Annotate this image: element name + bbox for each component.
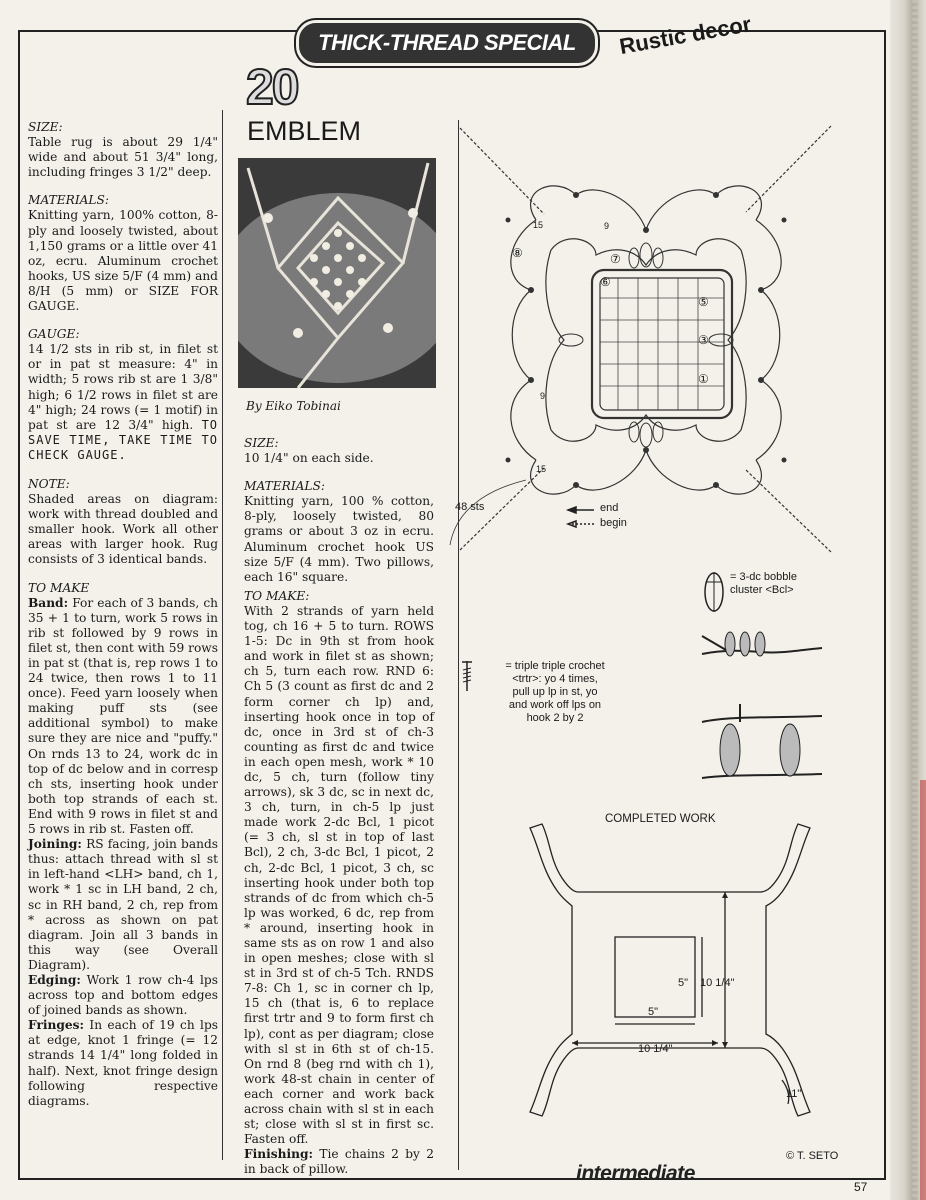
page-number: 57 xyxy=(854,1180,868,1194)
bobble-symbol-icon xyxy=(702,570,726,614)
trtr-line-3: pull up lp in st, yo xyxy=(512,686,598,698)
size-text: Table rug is about 29 1/4" wide and about 51 3/4" long, including fringes 3 1/2" deep. xyxy=(28,135,218,180)
dim-11in: 11" xyxy=(786,1088,802,1100)
diagram-credit: © T. SETO xyxy=(786,1150,839,1162)
begin-label: begin xyxy=(600,517,627,529)
materials-text: Knitting yarn, 100% cotton, 8-ply and loosely twisted, about 1,150 grams or a little over 41 oz, ecru. Aluminum crochet hooks, US size 5/F (4 mm) and 8/H (5 mm) or SIZE FOR GAUGE. xyxy=(28,208,218,314)
edging-text: Work 1 row ch-4 lps across top and bottom edges of joined bands as shown. xyxy=(28,972,218,1018)
edging-label: Edging: xyxy=(28,972,81,987)
finishing-text: Tie chains 2 by 2 in back of pillow. xyxy=(244,1147,435,1177)
byline: By Eiko Tobinai xyxy=(246,399,341,413)
fringes-label: Fringes: xyxy=(28,1018,84,1033)
crochet-chart-diagram xyxy=(446,120,846,560)
note-text: Shaded areas on diagram: work with thread doubled and smaller hook. Work all other areas with larger hook. Rug consists of 3 identical bands. xyxy=(28,492,218,567)
dim-10-1-4in-vertical: 10 1/4" xyxy=(700,977,735,989)
rnd-15-label-bottom: 15 xyxy=(536,464,547,474)
pillow-materials-text: Knitting yarn, 100 % cotton, 8-ply, loosely twisted, 80 grams or about 3 oz in ecru. Aluminum crochet hook US size 5/F (4 mm). Two pillows, each 16" square. xyxy=(244,494,434,584)
pillow-to-make-heading: TO MAKE: xyxy=(244,588,310,603)
dim-5in-vertical: 5" xyxy=(678,977,689,989)
dim-5in-horizontal: 5" xyxy=(648,1006,659,1018)
rnd-8-label: ⑧ xyxy=(512,246,523,260)
band-label: Band: xyxy=(28,595,69,610)
rnd-7-label: ⑦ xyxy=(610,252,621,266)
size-heading: SIZE: xyxy=(28,120,63,134)
section-banner xyxy=(296,20,598,66)
note-heading: NOTE: xyxy=(28,476,70,491)
bobble-legend-text: = 3-dc bobble cluster <Bcl> xyxy=(730,571,797,596)
rnd-15-label-top: 15 xyxy=(533,220,544,230)
rnd-6-label: ⑥ xyxy=(600,275,611,289)
trtr-legend xyxy=(480,660,630,725)
trtr-line-4: and work off lps on xyxy=(508,699,602,711)
rnd-9-label-top: 9 xyxy=(604,221,610,231)
trtr-line-5: hook 2 by 2 xyxy=(526,712,584,724)
rnd-9-label-bottom: 9 xyxy=(540,391,546,401)
chain-48-sts-label: 48 sts xyxy=(455,501,485,513)
row-3-label: ③ xyxy=(698,333,709,347)
finishing-label: Finishing: xyxy=(244,1147,314,1162)
trtr-line-1: = triple triple crochet xyxy=(505,660,605,672)
banner-text: THICK-THREAD SPECIAL xyxy=(318,30,576,55)
band-text: For each of 3 bands, ch 35 + 1 to turn, work 5 rows in rib st followed by 9 rows in filet st, then cont with 59 rows in pat st (that is, rep rows 1 to 24 twice, then rows 1 to 11 once). Feed yarn loosely when making puff sts (see additional symbol) to make sure they are nice and "puffy." On rnds 13 to 24, work dc in top of dc below and in corresp ch sts, inserting hook under both top strands of each st. End with 9 rows in filet st and 5 rows in rib st. Fasten off. xyxy=(28,595,219,837)
pillow-photo xyxy=(238,158,436,388)
row-1-label: ① xyxy=(698,372,709,386)
fringes-text: In each of 19 ch lps at edge, knot 1 fringe (= 12 strands 14 1/4" long folded in half). Next, knot fringe design following respective diagrams. xyxy=(28,1018,218,1108)
gauge-caps-text: TO SAVE TIME, TAKE TIME TO CHECK GAUGE. xyxy=(28,417,219,462)
pillow-size-heading: SIZE: xyxy=(244,436,279,450)
row-5-label: ⑤ xyxy=(698,295,709,309)
gauge-text: 14 1/2 sts in rib st, in filet st or in pat st measure: 4" in width; 5 rows rib st are 1 3/8" high; 6 1/2 rows in filet st are 4" high; 24 rows (= 1 motif) in pat st are 12 3/4" high. xyxy=(28,342,218,432)
column-divider-left xyxy=(222,110,223,1160)
pillow-materials-heading: MATERIALS: xyxy=(244,479,325,494)
pillow-size-text: 10 1/4" on each side. xyxy=(244,451,374,466)
rustic-decor-label: Rustic decor xyxy=(617,11,754,60)
joining-text: RS facing, join bands thus: attach thread with sl st in left-hand <LH> band, ch 1, work * 1 sc in LH band, 2 ch, sc in RH band, 2 ch, rep from * across as shown on pat diagram. Join all 3 bands in this way (see Overall Diagram). xyxy=(28,837,219,972)
binding-stripe xyxy=(920,780,926,1200)
pattern-number: 20 xyxy=(246,59,298,115)
to-make-heading: TO MAKE xyxy=(28,580,90,595)
end-label: end xyxy=(600,502,619,514)
trtr-line-2: <trtr>: yo 4 times, xyxy=(512,673,598,685)
joining-label: Joining: xyxy=(28,837,82,852)
gauge-heading: GAUGE: xyxy=(28,327,80,342)
bobble-illustration-2 xyxy=(700,702,824,786)
dim-10-1-4in-horizontal: 10 1/4" xyxy=(638,1043,673,1055)
pattern-title: EMBLEM xyxy=(247,116,362,146)
pillow-to-make-text: With 2 strands of yarn held tog, ch 16 + 5 to turn. ROWS 1-5: Dc in 9th st from hook and work in filet st as shown; ch 5, turn each row. RND 6: Ch 5 (3 count as first dc and 2 form corner ch lp) and, inserting hook once in top of dc, once in 3rd st of ch-3 counting as first dc and twice in each open mesh, work * 10 dc, 5 ch, turn (follow tiny arrows), sk 3 dc, sc in next dc, 3 ch, turn, in ch-5 lp just made work 2-dc Bcl, 1 picot (= 3 ch, sl st in top of last Bcl), 2 ch, 3-dc Bcl, 1 picot, 2 ch, 2-dc Bcl, 1 picot, 3 ch, sc inserting hook under both top strands of dc from which ch-5 lp was worked, 6 dc, rep from * around, inserting hook in same sts as on row 1 and also in open meshes; close with sl st in 3rd st of ch-5 Tch. RNDS 7-8: Ch 1, sc in corner ch lp, 15 ch (that is, 6 to replace first trtr and 9 to form first ch lp), cont as per diagram; close with sl st in 6th st of ch-15. On rnd 8 (beg rnd with ch 1), work 48-st chain in center of each corner and work back across chain with sl st in each st; close with sl st in first sc. Fasten off. xyxy=(244,603,434,1147)
skill-level-logo: intermediate xyxy=(576,1162,695,1185)
materials-heading: MATERIALS: xyxy=(28,193,109,208)
completed-work-title: COMPLETED WORK xyxy=(605,813,716,825)
bobble-illustration-1 xyxy=(700,624,824,666)
rug-instructions-column xyxy=(28,120,218,1109)
completed-work-diagram xyxy=(520,820,820,1140)
trtr-symbol-icon xyxy=(460,660,474,692)
pillow-instructions-column xyxy=(244,436,434,1178)
